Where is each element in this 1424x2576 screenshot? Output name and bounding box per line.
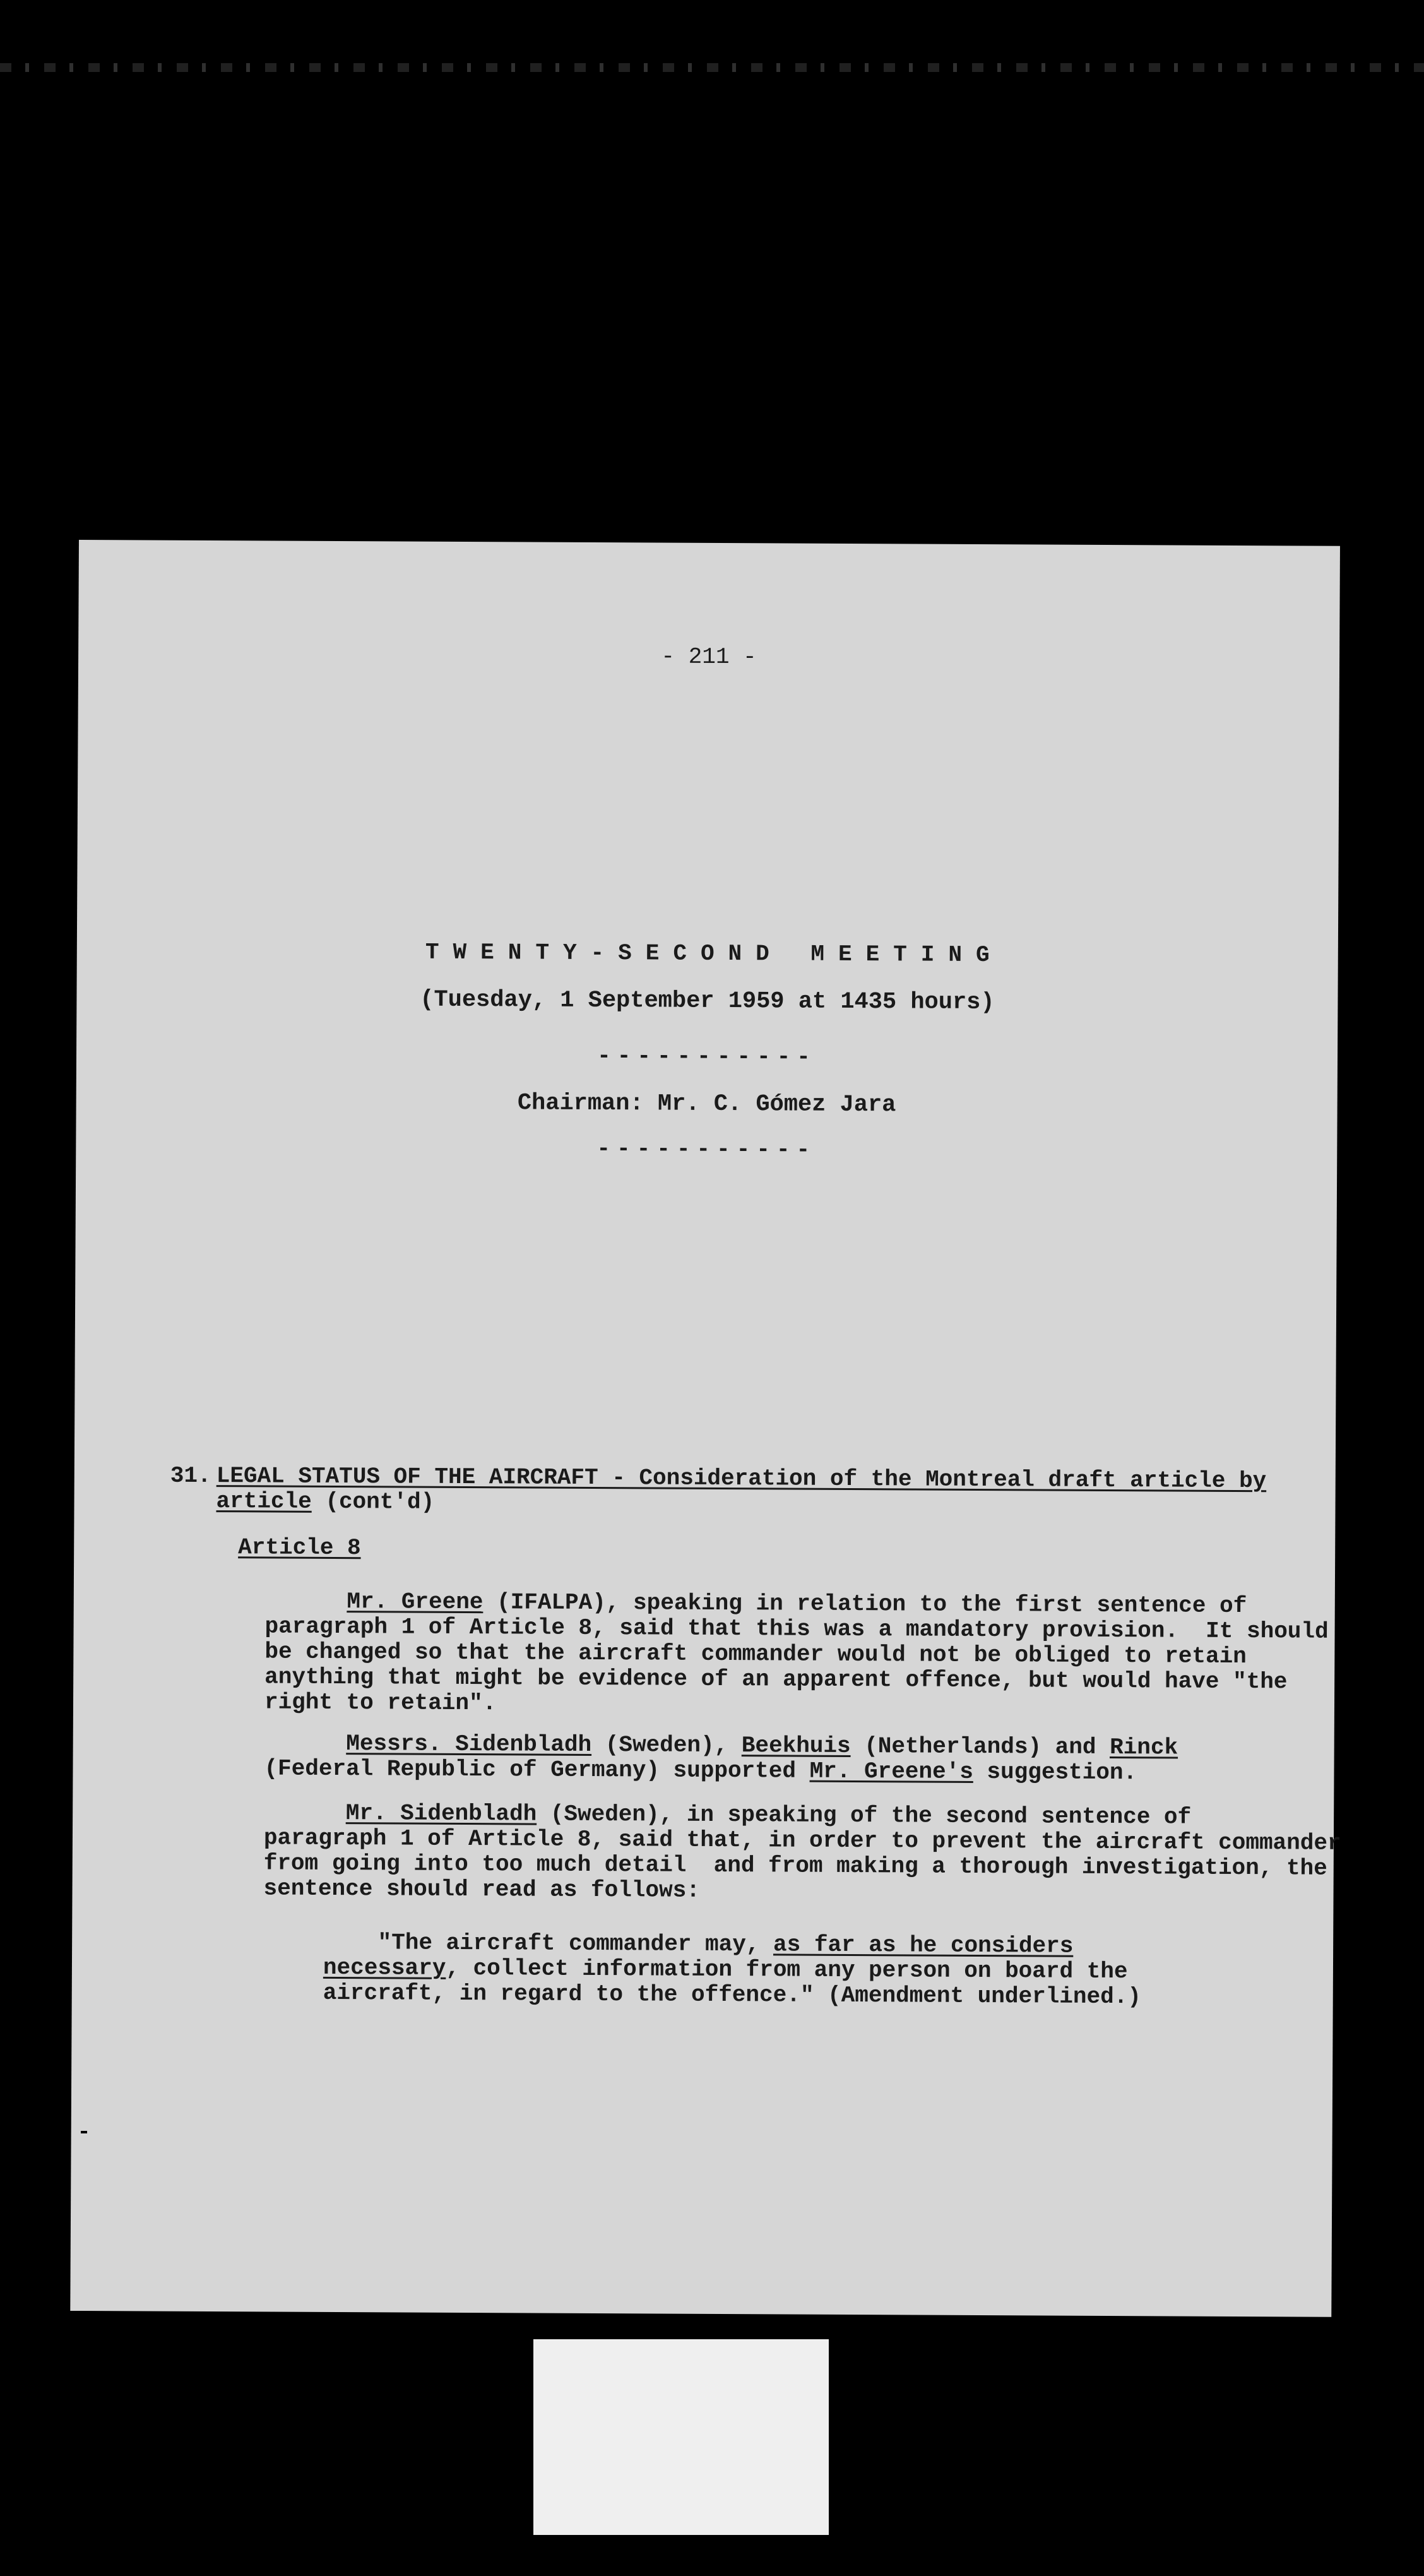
quote-line1-underlined: as far as he considers bbox=[773, 1931, 1074, 1959]
separator-bottom: ----------- bbox=[596, 1136, 817, 1163]
speaker-beekhuis: Beekhuis bbox=[741, 1732, 851, 1759]
speaker-greenes: Mr. Greene's bbox=[809, 1758, 973, 1785]
p2-text2: (Netherlands) and bbox=[850, 1732, 1110, 1761]
speaker-sidenbladh: Messrs. Sidenbladh bbox=[346, 1731, 592, 1758]
speaker-sidenbladh-2: Mr. Sidenbladh bbox=[345, 1800, 537, 1827]
article-heading-text: Article 8 bbox=[238, 1534, 361, 1561]
p1-line2: paragraph 1 of Article 8, said that this was a mandatory provision. It should bbox=[264, 1613, 1329, 1645]
item-heading-line1: LEGAL STATUS OF THE AIRCRAFT - Consideration of the Montreal draft article by bbox=[216, 1463, 1267, 1494]
separator-top: ----------- bbox=[597, 1043, 817, 1070]
item-heading-suffix: (cont'd) bbox=[311, 1488, 435, 1515]
item-heading bbox=[216, 1464, 1266, 1519]
item-heading-line2: article bbox=[216, 1488, 312, 1515]
speaker-greene: Mr. Greene bbox=[347, 1589, 484, 1616]
chairman-label: Chairman: bbox=[517, 1090, 644, 1118]
edge-mark bbox=[81, 2131, 87, 2133]
quote-line2-suffix: , collect information from any person on board the bbox=[446, 1955, 1128, 1985]
meeting-date: (Tuesday, 1 September 1959 at 1435 hours) bbox=[420, 986, 995, 1017]
paragraph-sidenbladh bbox=[263, 1800, 1341, 1906]
document-page bbox=[70, 540, 1340, 2317]
p2-line2-suffix: suggestion. bbox=[973, 1758, 1137, 1786]
paragraph-support bbox=[264, 1731, 1178, 1786]
chairman-name: Mr. C. Gómez Jara bbox=[657, 1090, 896, 1119]
page-number: - 211 - bbox=[661, 643, 757, 671]
quoted-amendment bbox=[323, 1930, 1142, 2010]
p3-line4: sentence should read as follows: bbox=[263, 1875, 700, 1904]
p1-line5: right to retain". bbox=[264, 1689, 497, 1717]
blank-card bbox=[533, 2339, 829, 2535]
p3-line3: from going into too much detail and from making a thorough investigation, the bbox=[263, 1850, 1327, 1881]
p1-line1: (IFALPA), speaking in relation to the first sentence of bbox=[483, 1589, 1247, 1619]
p3-line1: (Sweden), in speaking of the second sentence of bbox=[537, 1801, 1192, 1830]
p2-line2-prefix: (Federal Republic of Germany) supported bbox=[264, 1755, 810, 1784]
quote-line1-prefix: "The aircraft commander may, bbox=[377, 1929, 774, 1958]
speaker-rinck: Rinck bbox=[1110, 1734, 1178, 1761]
p2-text1: (Sweden), bbox=[591, 1731, 742, 1759]
quote-line3: aircraft, in regard to the offence." (Amendment underlined.) bbox=[323, 1979, 1142, 2010]
paragraph-greene bbox=[264, 1589, 1329, 1720]
meeting-title: TWENTY-SECOND MEETING bbox=[425, 939, 1004, 969]
p1-line4: anything that might be evidence of an apparent offence, but would have "the bbox=[264, 1664, 1288, 1695]
p3-line2: paragraph 1 of Article 8, said that, in order to prevent the aircraft commander bbox=[263, 1825, 1341, 1856]
article-heading bbox=[238, 1535, 361, 1561]
chairman-line bbox=[76, 1088, 1338, 1121]
film-edge-strip bbox=[0, 63, 1424, 72]
item-number: 31. bbox=[170, 1462, 211, 1489]
p1-line3: be changed so that the aircraft commander would not be obliged to retain bbox=[264, 1638, 1247, 1670]
quote-line2-underlined: necessary bbox=[323, 1954, 446, 1981]
